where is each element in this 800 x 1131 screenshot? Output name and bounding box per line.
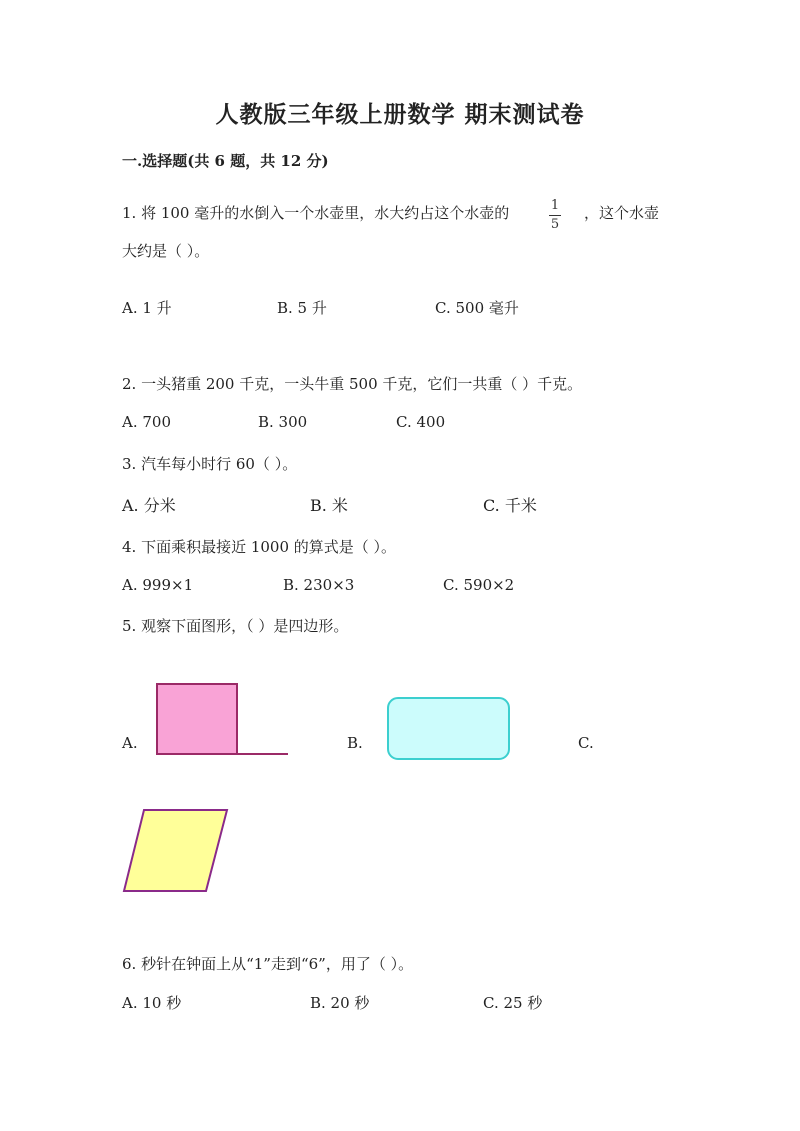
question-5-option-b: B. (347, 734, 363, 752)
question-3-option-c: C. 千米 (483, 496, 537, 515)
question-2-stem: 2. 一头猪重 200 千克，一头牛重 500 千克，它们一共重（ ）千克。 (122, 375, 583, 393)
fraction-one-fifth (549, 198, 561, 233)
question-1-stem-part1: 1. 将 100 毫升的水倒入一个水壶里，水大约占这个水壶的 (122, 204, 510, 222)
fraction-denominator: 5 (550, 217, 560, 232)
question-4-option-b: B. 230×3 (283, 576, 355, 594)
question-3-option-a: A. 分米 (122, 496, 176, 515)
fraction-numerator: 1 (550, 198, 560, 213)
question-6-option-a: A. 10 秒 (122, 994, 182, 1012)
question-1-option-a: A. 1 升 (122, 299, 172, 317)
question-3-stem: 3. 汽车每小时行 60（ ）。 (122, 455, 298, 473)
question-1-stem-line2: 大约是（ ）。 (122, 242, 210, 260)
question-4-option-c: C. 590×2 (443, 576, 515, 594)
question-5-option-c: C. (578, 734, 594, 752)
question-1-option-c: C. 500 毫升 (435, 299, 519, 317)
shape-parallelogram (120, 806, 232, 896)
question-2-option-a: A. 700 (122, 413, 171, 431)
question-6-stem: 6. 秒针在钟面上从“1”走到“6”，用了（ ）。 (122, 955, 414, 973)
question-5-option-a: A. (122, 734, 138, 752)
shape-rounded-rectangle (384, 694, 514, 764)
section-heading: 一.选择题(共 6 题，共 12 分) (122, 152, 329, 170)
question-2-option-c: C. 400 (396, 413, 446, 431)
page-title: 人教版三年级上册数学 期末测试卷 (215, 101, 585, 128)
question-6-option-c: C. 25 秒 (483, 994, 543, 1012)
question-1-stem-part2: ，这个水壶 (584, 204, 660, 222)
question-2-option-b: B. 300 (258, 413, 308, 431)
shape-square-with-line (150, 678, 292, 762)
question-3-option-b: B. 米 (310, 496, 348, 515)
question-1-option-b: B. 5 升 (277, 299, 327, 317)
question-4-option-a: A. 999×1 (122, 576, 194, 594)
question-4-stem: 4. 下面乘积最接近 1000 的算式是（ ）。 (122, 538, 397, 556)
fraction-bar (549, 215, 561, 216)
question-6-option-b: B. 20 秒 (310, 994, 370, 1012)
question-5-stem: 5. 观察下面图形，（ ）是四边形。 (122, 617, 349, 635)
